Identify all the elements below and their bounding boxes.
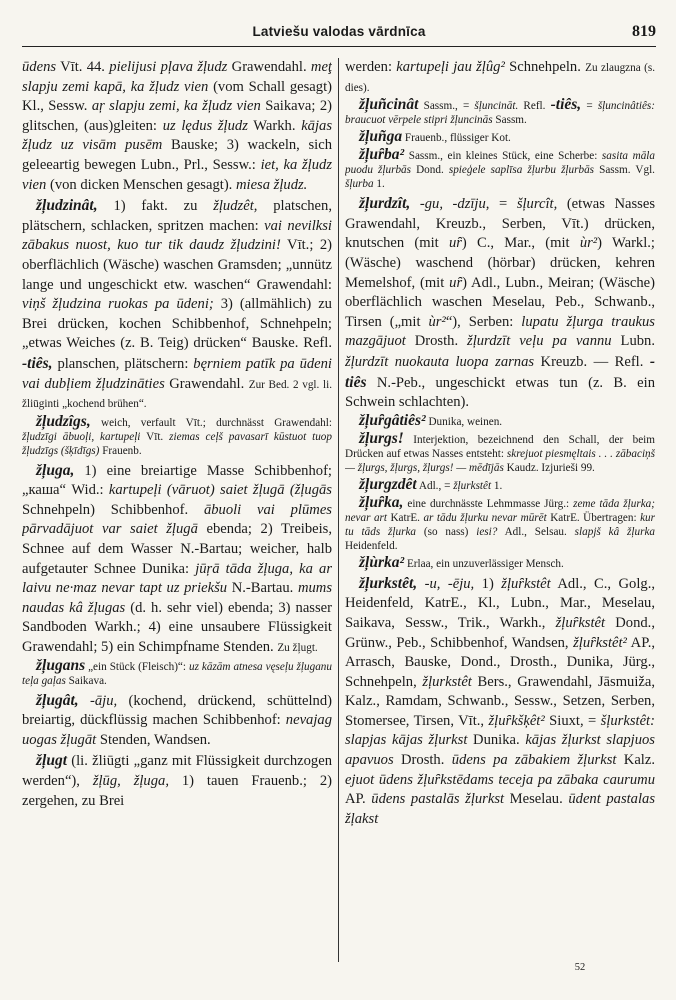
latvian-example: ūdens pastalās žļurkst	[371, 791, 505, 808]
gloss-text: Bauske; 3) wackeln, sich geleeartig bewegen Lubn., Prl., Sessw.:	[22, 137, 332, 173]
gloss-text: werden:	[345, 59, 397, 75]
latvian-example: ejuot ūdens žļuȓkstēdams teceja pa zābaka caurumu	[345, 771, 655, 788]
latvian-example: ūdens	[22, 59, 57, 75]
gloss-text: weich, verfault Vīt.; durchnässt Grawendahl:	[90, 416, 332, 429]
latvian-example: ar tādu žļurku nevar mūrēt	[423, 511, 547, 524]
gloss-text: Adl., =	[416, 479, 454, 492]
latvian-example: mums naudas kâ žļugas	[22, 580, 332, 616]
latvian-example: uȓ	[449, 274, 463, 291]
latvian-example: žļūg, žļuga,	[92, 773, 169, 789]
latvian-example: šļurcît,	[516, 196, 558, 213]
latvian-example: lupatu žļurga traukus mazgājuot	[345, 313, 655, 350]
gloss-text: Sassm., ein kleines Stück, eine Scherbe:	[404, 150, 602, 163]
gloss-text: Drosth.	[393, 752, 452, 769]
latvian-example: slapjš kâ žļurka	[574, 525, 655, 538]
gloss-text: N.-Peb., ungeschickt etwas tun (z. B. ein Schwein schlachten).	[345, 374, 655, 411]
latvian-example: ziemas ceļš pavasarī kūstuot tuop žļudzīgs (šķīdīgs)	[22, 430, 332, 457]
gloss-text: 1) tauen Frauenb.; 2) zergehen, zu Brei	[22, 773, 332, 809]
gloss-text: Dunika.	[467, 732, 526, 749]
headword: žļudzîgs,	[36, 412, 91, 430]
dictionary-entry	[345, 58, 655, 97]
headword: žļurkstêt,	[359, 574, 418, 592]
headword: žļugât,	[36, 691, 79, 709]
gloss-text: „ein Stück (Fleisch)“:	[85, 660, 189, 673]
latvian-example: skrejuot piesmęltais . . . zābaciņš — žļurgs, žļurgs, žļurgs! — mēdījās	[345, 447, 655, 474]
gloss-text: Heidenfeld.	[345, 539, 398, 552]
dictionary-entry	[22, 751, 332, 811]
headword: žļugans	[36, 656, 86, 674]
headword: žļuȓba²	[359, 146, 405, 164]
latvian-example: iesi?	[476, 525, 498, 538]
latvian-example: žļurkstêt	[422, 673, 472, 690]
gloss-text: ) C., Mar., (mit	[461, 235, 580, 252]
gloss-text: AP.	[345, 791, 372, 808]
latvian-example: šļurkstêt: slapjas kājas žļurkst	[345, 712, 655, 749]
gloss-text: “), Serben:	[445, 313, 522, 330]
gloss-text: eine durchnässte Lehmmasse Jürg.:	[403, 497, 574, 510]
headword: žļudzinât,	[36, 197, 98, 215]
gloss-text: Lubn.	[611, 333, 655, 350]
gloss-text: (kochend, drückend, schüttelnd) breiartig, dückflüssig machen Schibbenhof:	[22, 692, 332, 729]
gloss-text: Vīt. 44.	[56, 59, 110, 75]
latvian-example: kājas žļurkst slapjuos apavuos	[345, 732, 655, 769]
gloss-text: Schnehpeln) Schibbenhof.	[22, 501, 204, 518]
gloss-text: (so nass)	[416, 525, 477, 538]
latvian-example: žļuȓkstêt²	[573, 634, 627, 651]
gloss-text: -	[78, 692, 95, 709]
gloss-text: 1) fakt. zu	[97, 198, 214, 215]
gloss-text: Stenden, Wandsen.	[96, 731, 211, 748]
dictionary-entry	[345, 553, 655, 571]
latvian-example: nevajag uogas žļugāt	[22, 712, 332, 748]
latvian-example: uȓ	[448, 235, 462, 252]
dictionary-entry	[345, 194, 655, 413]
latvian-example: uz kāzām atnesa vęseļu žļuganu teļa gaļas	[22, 660, 332, 687]
gloss-text: platschen, plätschern, schlacken, spritzen machen:	[22, 198, 332, 234]
dictionary-entry	[22, 656, 332, 688]
gloss-text: Dunika, weinen.	[425, 415, 503, 428]
latvian-example: žļudzīgi ābuoļi, kartupeļi	[22, 430, 141, 443]
gloss-text: Adl., C., Golg., Heidenfeld, KatrE., Kl., Lubn., Mar., Meselau, Saikava, Sessw., Trik., Warkh.,	[345, 575, 655, 631]
latvian-example: jūŗā tāda žļuga, ka ar laivu ne·maz nevar tapt uz priekšu	[22, 560, 332, 597]
latvian-example: u, -ēju,	[429, 575, 475, 592]
gloss-text: Grawendahl.	[227, 59, 311, 75]
headword: -tiês,	[22, 354, 53, 372]
gloss-text: 1.	[373, 178, 385, 191]
latvian-example: žļuȓkšķêt²	[488, 712, 545, 729]
latvian-example: kur tu tāds žļurka	[345, 511, 655, 538]
gloss-text: -	[410, 196, 425, 213]
gloss-text: Kalz.	[616, 752, 655, 769]
gloss-text: 1.	[491, 479, 503, 492]
gloss-text: Dond., Grünw., Peb., Schibbenhof, Wandsen,	[345, 614, 655, 651]
small-note: Zu zlaugzna (s. dies).	[345, 62, 655, 94]
gloss-text: =	[581, 100, 598, 113]
gloss-text: Drosth.	[405, 333, 468, 350]
latvian-example: ùr²	[428, 313, 446, 330]
gloss-text: ) Warkl.; (Wäsche) waschend (hörbar) drücken, kehren Memelshof, (mit	[345, 235, 655, 291]
latvian-example: ūdens pa zābakiem žļurkst	[451, 752, 617, 769]
latvian-example: bęrniem patīk pa ūdeni vai dubļiem žļudzināties	[22, 355, 332, 392]
gloss-text: Bers., Grawendahl, Jāsmuiža, Kalz., Ramdam, Schwanb., Sessw., Setzen, Serben, Stomersee, Tirsen, Vīt.,	[345, 673, 655, 729]
gloss-text: Siuxt, =	[544, 712, 601, 729]
dictionary-entry	[22, 412, 332, 458]
latvian-example: viņš žļudzina ruokas pa ūdeni;	[22, 296, 214, 313]
right-column	[345, 58, 655, 962]
gloss-text: 1)	[474, 575, 502, 592]
latvian-example: žļurdzīt veļu pa vannu	[467, 333, 612, 350]
gloss-text: (etwas Nasses Grawendahl, Kreuzb., Serben, Vīt.) drücken, knutschen (mit	[345, 196, 655, 252]
latvian-example: ābuoli vai plūmes pārvadājuot var saiet žļugā	[22, 501, 332, 538]
latvian-example: miesa žļudz.	[235, 176, 308, 193]
gloss-text: Schnehpeln.	[504, 59, 586, 75]
latvian-example: gu, -dzīju,	[424, 196, 490, 213]
gloss-text: -	[417, 575, 430, 592]
latvian-example: ùr²	[579, 235, 598, 252]
headword: žļurgs!	[359, 429, 404, 447]
gloss-text: Vīt.	[140, 430, 170, 443]
gloss-text: Sassm., =	[418, 100, 475, 113]
latvian-example: šļuncināt.	[474, 100, 519, 113]
gloss-text: Dond.	[411, 164, 449, 177]
gloss-text: Saikava.	[65, 674, 107, 687]
gloss-text: Interjektion, bezeichnend den Schall, der beim Drücken auf etwas Nasses entsteht:	[345, 433, 655, 460]
dictionary-entry	[22, 58, 332, 195]
headword: žļùrka²	[359, 553, 405, 571]
latvian-example: žļurkstêt	[453, 479, 492, 492]
page-header	[22, 20, 656, 47]
headword: žļuñcinât	[359, 96, 419, 114]
gloss-text: Grawendahl.	[164, 375, 249, 392]
small-note: Zur Bed. 2 vgl. li. žliūginti „kochend brühen“.	[22, 378, 332, 411]
gloss-text: Sassm. Vgl.	[594, 164, 655, 177]
latvian-example: uz lędus žļudz	[162, 117, 248, 134]
gloss-text: Erlaa, ein unzuverlässiger Mensch.	[404, 557, 564, 570]
latvian-example: ūdent pastalas žļakst	[345, 791, 655, 827]
gloss-text: Frauenb., flüssiger Kot.	[402, 132, 511, 145]
column-divider	[338, 58, 339, 962]
gloss-text: ) Adl., Lubn., Meiran; (Wäsche) oberflächlich waschen Meselau, Peb., Schwanb., Tirsen („mit	[345, 274, 655, 330]
gloss-text: KatrE. Übertragen:	[546, 511, 641, 524]
page-number: 819	[632, 23, 656, 40]
headword: žļuñga	[359, 128, 403, 146]
latvian-example: sasita māla puodu žļurbās	[345, 150, 655, 177]
latvian-example: kājas žļudz uz visām pusēm	[22, 117, 332, 154]
gloss-text: (vom Schall gesagt) Kl., Sessw.	[22, 78, 332, 115]
latvian-example: iet, ka žļudz vien	[22, 156, 332, 193]
dictionary-entry	[345, 98, 655, 127]
gloss-text: (d. h. sehr viel) ebenda; 3) nasser Sandboden Warkh.; 4) eine unsaubere Flüssigkeit Grawendahl; 5) ein Schimpfname Stenden.	[22, 599, 332, 656]
latvian-example: kartupeļi (vāruot) saiet žļugā (žļugās	[108, 482, 332, 499]
gloss-text: planschen, plätschern:	[52, 355, 194, 372]
gloss-text: =	[489, 196, 517, 213]
dictionary-entry	[345, 130, 655, 145]
headword: žļuȓgâtiês²	[359, 411, 426, 429]
headword: žļuga,	[36, 461, 75, 479]
latvian-example: žļuȓkstêt	[501, 575, 551, 592]
dictionary-entry	[345, 429, 655, 475]
dictionary-entry	[345, 475, 655, 493]
latvian-example: spieģele saplīsa žļurbu žļurbās	[448, 164, 595, 177]
headword: žļuȓka,	[359, 493, 404, 511]
dictionary-entry	[345, 148, 655, 191]
latvian-example: žļudzêt,	[213, 198, 258, 215]
dictionary-entry	[22, 461, 332, 658]
latvian-example: žļuȓkstêt	[555, 614, 606, 631]
headword: -tiês	[345, 352, 655, 391]
dictionary-entry	[345, 493, 655, 553]
gloss-text: (von dicken Menschen gesagt).	[46, 176, 236, 193]
headword: žļurdzît,	[359, 195, 411, 213]
gloss-text: ebenda; 2) Treibeis, Schnee auf dem Wasser N.-Bartau; weicher, halb aufgetauter Schnee Dunika:	[22, 521, 332, 577]
latvian-example: aŗ slapju zemi, ka žļudz vien	[91, 98, 261, 115]
gloss-text: Kreuzb. — Refl.	[534, 353, 650, 370]
gloss-text: (li. žliūgti „ganz mit Flüssigkeit durchzogen werden“),	[22, 753, 332, 789]
gloss-text: Sassm.	[492, 114, 527, 127]
latvian-example: kartupeļi jau žļûg²	[396, 59, 505, 75]
left-column	[22, 58, 332, 962]
gloss-text: Kaudz. Izjurieši 99.	[503, 461, 595, 474]
gloss-text: Warkh.	[247, 117, 302, 134]
gloss-text: Vīt.; 2) oberflächlich (Wäsche) waschen Gramsden; „unnütz lange und ungeschickt etw. waschen“ Grawendahl:	[22, 237, 332, 293]
dictionary-entry	[345, 574, 655, 830]
gloss-text: AP., Arrasch, Bauske, Dond., Drosth., Dunika, Jürg., Schnehpeln,	[345, 634, 655, 690]
latvian-example: žļurdzīt nuokauta luopa zarnas	[345, 353, 535, 370]
latvian-example: pielijusi pļava žļudz	[109, 59, 228, 75]
latvian-example: āju,	[94, 692, 118, 709]
latvian-example: šļurba	[345, 178, 374, 191]
printer-signature: 52	[574, 962, 586, 973]
headword: -tiês,	[550, 96, 582, 114]
latvian-example: šļuncinâtiês: braucuot vērpele stipri žļuncinās	[345, 100, 655, 127]
gloss-text: KatrE.	[387, 511, 424, 524]
latvian-example: zeme tāda žļurka; nevar art	[345, 497, 655, 524]
gloss-text: 3) (allmählich) zu Brei drücken, kochen Schibbenhof, Schnehpeln; „etwas Weiches (z. B. Teig) drücken“ Bauske. Refl.	[22, 296, 332, 352]
latvian-example: vai nevilksi zābakus nuost, kuo tur tik daudz žļudzini!	[22, 217, 332, 254]
gloss-text: Saikava; 2) glitschen, (aus)gleiten:	[22, 98, 332, 134]
headword: žļurgzdêt	[359, 475, 417, 493]
dictionary-entry	[22, 691, 332, 751]
gloss-text: 1) eine breiartige Masse Schibbenhof; „каша“ Wid.:	[22, 462, 332, 499]
dictionary-entry	[345, 411, 655, 429]
headword: žļugt	[36, 752, 68, 770]
small-note: Zu žļugt.	[277, 642, 318, 655]
dictionary-entry	[22, 196, 332, 414]
gloss-text: Adl., Selsau.	[497, 525, 575, 538]
gloss-text: N.-Bartau.	[227, 580, 298, 597]
running-title: Latviešu valodas vārdnīca	[252, 24, 426, 39]
gloss-text: Refl.	[518, 100, 551, 113]
gloss-text: Frauenb.	[99, 444, 142, 457]
latvian-example: meţ slapju zemi kapā, ka žļudz vien	[22, 59, 332, 95]
gloss-text: Meselau.	[504, 791, 569, 808]
